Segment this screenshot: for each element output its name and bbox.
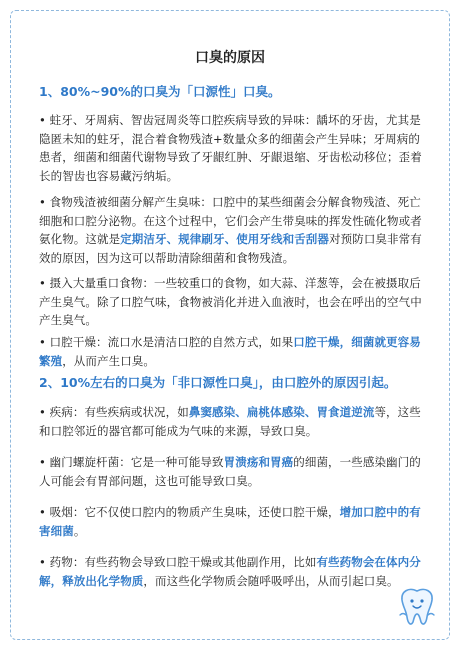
highlight-text: 有些药物会在体内分解，释放出化学物质 (39, 555, 421, 588)
text-segment: • 幽门螺旋杆菌：它是一种可能导致 (39, 455, 224, 469)
paragraph-smoking (39, 503, 431, 540)
text-segment: 等，这些和口腔邻近的器官都可能成为气味的来源，导致口臭。 (39, 405, 421, 438)
text-segment: • 吸烟：它不仅使口腔内的物质产生臭味，还使口腔干燥， (39, 505, 340, 519)
page-title: 口臭的原因 (195, 50, 265, 66)
highlight-text: 胃溃疡和胃癌 (223, 455, 294, 469)
paragraph-heavy-food: • 摄入大量重口食物：一些较重口的食物，如大蒜、洋葱等，会在被摄取后产生臭气。除了口腔气味，食物被消化并进入血液时，也会在呼出的空气中产生臭气。 (39, 276, 422, 327)
paragraph-dry-mouth (39, 333, 431, 370)
text-segment: • 食物残渣被细菌分解产生臭味：口腔中的某些细菌会分解食物残渣、死亡细胞和口腔分泌物。在这个过程中，它们会产生带臭味的挥发性硫化物或者氨化物。这就是 (39, 195, 422, 246)
paragraph-medication (39, 553, 431, 590)
highlight-text: 定期洁牙、规律刷牙、使用牙线和舌刮器 (120, 232, 330, 246)
document-page (10, 10, 450, 640)
text-segment: 对预防口臭非常有效的原因，因为这可以帮助清除细菌和食物残渣。 (39, 232, 422, 265)
text-segment: • 药物：有些药物会导致口腔干燥或其他副作用，比如 (39, 555, 317, 569)
highlight-text: 鼻窦感染、扁桃体感染、胃食道逆流 (188, 405, 375, 419)
paragraph-food-residue (39, 193, 431, 267)
text-segment: 的细菌，一些感染幽门的人可能会有胃部问题，这也可能导致口臭。 (39, 455, 421, 488)
text-segment: ，而这些化学物质会随呼吸呼出，从而引起口臭。 (143, 573, 399, 588)
text-segment: • 疾病：有些疾病或状况，如 (39, 405, 189, 419)
text-segment: 。 (73, 523, 86, 538)
paragraph-disease (39, 403, 431, 440)
text-segment: ，从而产生口臭。 (62, 353, 156, 368)
text-segment: • 口腔干燥：流口水是清洁口腔的自然方式，如果 (39, 335, 294, 349)
highlight-text: 口腔干燥，细菌就更容易繁殖 (39, 335, 421, 368)
paragraph-h-pylori (39, 453, 431, 490)
tooth-mascot-icon (395, 585, 439, 629)
section-heading-1: 1、80%~90%的口臭为「口源性」口臭。 (39, 84, 281, 99)
highlight-text: 增加口腔中的有害细菌 (39, 505, 421, 538)
paragraph-tooth-disease: • 蛀牙、牙周病、智齿冠周炎等口腔疾病导致的异味：龋坏的牙齿，尤其是隐匿未知的蛀牙，混合着食物残渣+数量众多的细菌会产生异味；牙周病的患者，细菌和细菌代谢物导致了牙龈红肿、牙龈退缩、牙齿松动移位；歪着长的智齿也容易藏污纳垢。 (39, 113, 422, 183)
section-heading-2: 2、10%左右的口臭为「非口源性口臭」，由口腔外的原因引起。 (39, 375, 397, 390)
